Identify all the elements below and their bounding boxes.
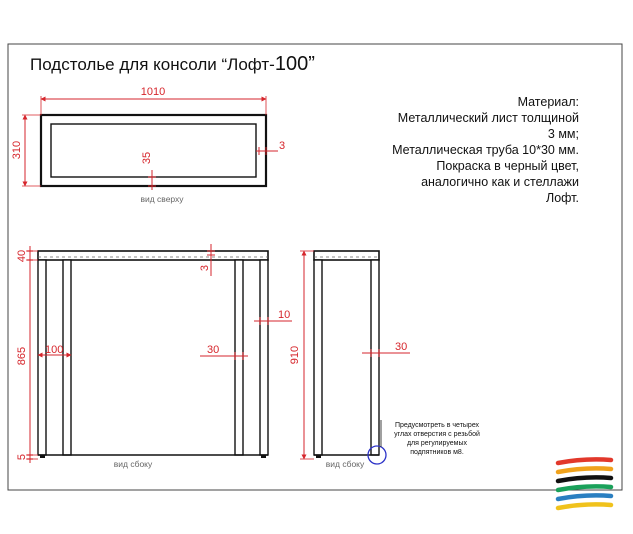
brand-stripe: [558, 468, 611, 472]
top-view-outer: [41, 115, 266, 186]
brand-stripe: [558, 459, 611, 463]
brand-stripe: [558, 504, 611, 508]
front-top-board: [38, 251, 268, 260]
brand-stripe: [558, 486, 611, 490]
brand-stripe: [558, 477, 611, 481]
drawing-title: Подстолье для консоли “Лофт-100”: [30, 53, 315, 75]
front-right-inner-leg: [235, 260, 243, 455]
side-view: [289, 251, 410, 469]
top-depth-label: 310: [11, 140, 23, 160]
front-view: [16, 244, 292, 469]
material-line: Металлическая труба 10*30 мм.: [392, 143, 579, 157]
note-line: Предусмотреть в четырех: [394, 422, 480, 429]
front-right-outer-leg: [260, 260, 268, 455]
material-line: Покраска в черный цвет,: [436, 159, 579, 173]
front-foot-left: [40, 455, 45, 458]
material-note: [392, 95, 579, 205]
brand-logo: [558, 459, 611, 508]
side-top-board: [314, 251, 379, 260]
side-view-caption: вид сбоку: [325, 459, 365, 469]
side-leg-width-label: 30: [395, 341, 408, 353]
side-foot-left: [316, 455, 321, 458]
front-height-label: 865: [16, 346, 28, 366]
top-view: [11, 86, 285, 204]
front-leg-width-label: 30: [207, 344, 220, 356]
side-left-leg: [314, 260, 322, 455]
material-line: 3 мм;: [547, 127, 579, 141]
side-right-leg: [371, 260, 379, 455]
material-line: Металлический лист толщиной: [397, 111, 579, 125]
top-sheet-label: 3: [279, 140, 286, 152]
front-foot-label: 5: [16, 453, 28, 461]
front-view-caption: вид сбоку: [113, 459, 153, 469]
front-left-inner-leg: [63, 260, 71, 455]
material-line: Лофт.: [546, 191, 579, 205]
note-line: подпятников м8.: [410, 449, 464, 456]
material-line: Материал:: [517, 95, 579, 109]
top-inner-label: 35: [141, 151, 153, 165]
note-line: для регулируемых: [406, 440, 468, 447]
note-line: углах отверстия с резьбой: [394, 431, 480, 438]
brand-stripe: [558, 495, 611, 499]
foot-hole-note: [394, 422, 480, 456]
top-view-caption: вид сверху: [140, 194, 184, 204]
front-sheet-label: 3: [199, 264, 211, 272]
front-top-label: 40: [16, 249, 28, 263]
front-left-outer-leg: [38, 260, 46, 455]
material-line: аналогично как и стеллажи: [421, 175, 579, 189]
front-tube-label: 10: [278, 309, 291, 321]
front-leg-inset-label: 100: [45, 344, 64, 356]
top-view-inner: [51, 124, 256, 177]
front-foot-right: [261, 455, 266, 458]
side-height-label: 910: [289, 345, 301, 365]
top-width-label: 1010: [140, 86, 166, 98]
